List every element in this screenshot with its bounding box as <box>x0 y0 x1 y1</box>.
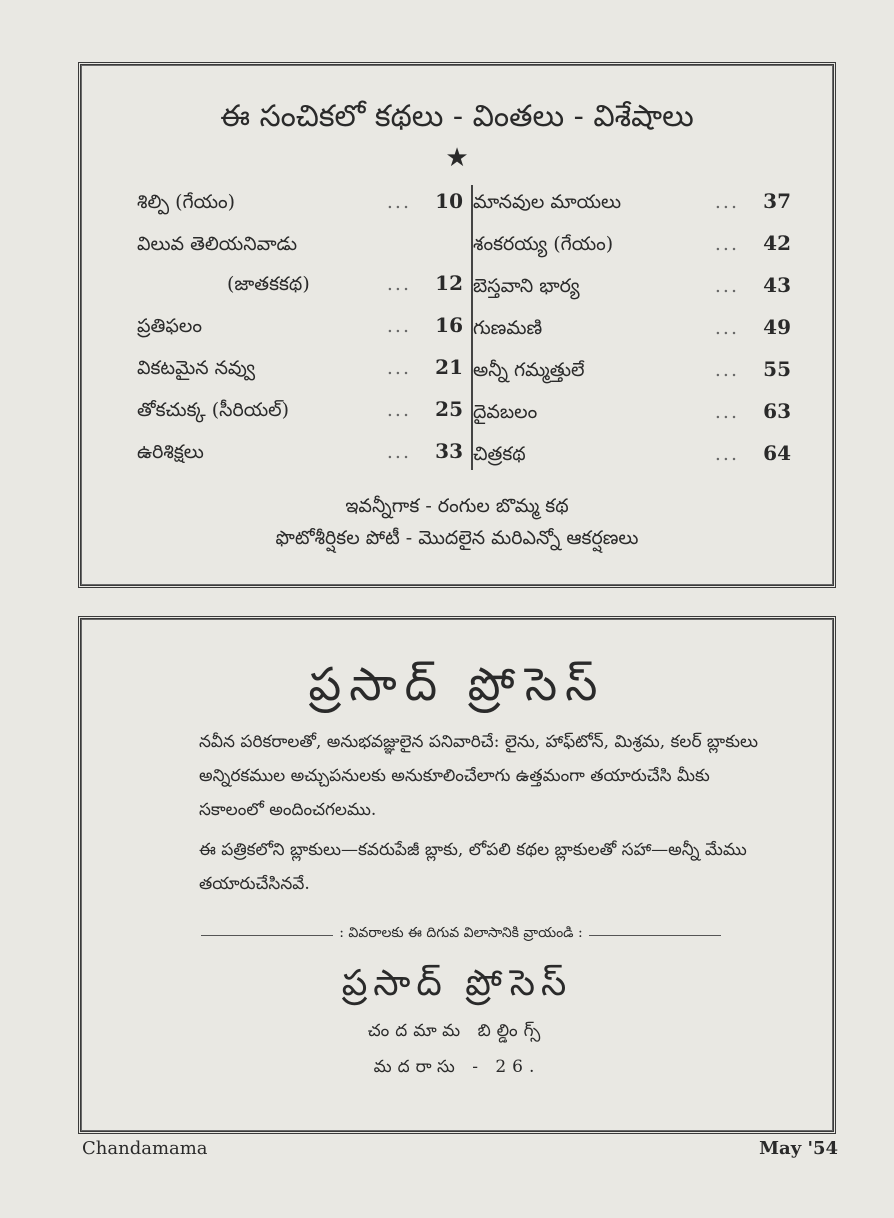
toc-item-title: ఉరిశిక్షలు <box>137 441 204 463</box>
toc-page-number: 64 <box>763 441 791 465</box>
toc-item-title: దైవబలం <box>473 401 538 423</box>
toc-row <box>137 349 463 391</box>
ad-brand-title: ప్రసాద్ ప్రోసెస్ <box>308 657 606 711</box>
toc-row <box>473 183 791 225</box>
toc-item-title: తోకచుక్క (సీరియల్) <box>137 399 290 421</box>
toc-page-number: 43 <box>763 273 791 297</box>
toc-row <box>473 435 791 477</box>
toc-item-title: విలువ తెలియనివాడు <box>137 233 298 255</box>
contents-box <box>78 62 836 588</box>
toc-page-number: 12 <box>435 271 463 295</box>
toc-row <box>137 391 463 433</box>
toc-page-number: 25 <box>435 397 463 421</box>
toc-row <box>473 309 791 351</box>
toc-page-number: 42 <box>763 231 791 255</box>
toc-row <box>473 351 791 393</box>
toc-leader: ... <box>714 401 739 423</box>
toc-item-title: గుణమణి <box>473 317 543 339</box>
contact-heading-row <box>201 925 721 945</box>
toc-row <box>473 225 791 267</box>
toc-leader: ... <box>714 317 739 339</box>
ad-paragraph-1: నవీన పరికరాలతో, అనుభవజ్ఞులైన పనివారిచే: లైను, హాఫ్‌టోన్, మిశ్రమ, కలర్ బ్లాకులు అన్నిరకముల అచ్చుపనులకు అనుకూలించేలాగు ఉత్తమంగా తయారుచేసి మీకు సకాలంలో అందించగలము. <box>199 732 758 820</box>
address-line-1: చందమామ బిల్డింగ్స్ <box>367 1021 547 1041</box>
toc-page-number: 16 <box>435 313 463 337</box>
toc-page-number: 49 <box>763 315 791 339</box>
toc-leader: ... <box>714 359 739 381</box>
toc-item-title: మానవుల మాయలు <box>473 191 622 213</box>
contact-heading: : వివరాలకు ఈ దిగువ విలాసానికి వ్రాయండి : <box>333 925 588 941</box>
toc-leader: ... <box>386 191 411 213</box>
toc-item-title: ప్రతిఫలం <box>137 315 202 337</box>
ad-paragraph-2: ఈ పత్రికలోని బ్లాకులు—కవరుపేజీ బ్లాకు, లోపలి కథల బ్లాకులతో సహా—అన్నీ మేము తయారుచేసినవే. <box>199 840 747 894</box>
contents-left-column <box>137 183 463 475</box>
toc-row <box>137 433 463 475</box>
toc-leader: ... <box>386 357 411 379</box>
contents-title: ఈ సంచికలో కథలు - వింతలు - విశేషాలు <box>220 99 694 134</box>
toc-page-number: 33 <box>435 439 463 463</box>
toc-item-title: బెస్తవాని భార్య <box>473 275 580 297</box>
toc-item-title: శంకరయ్య (గేయం) <box>473 233 614 255</box>
toc-leader: ... <box>714 443 739 465</box>
toc-leader: ... <box>386 399 411 421</box>
advertisement-box <box>78 616 836 1134</box>
toc-item-subtitle: (జాతకకథ) <box>227 273 310 295</box>
footer-magazine-name: Chandamama <box>82 1138 208 1159</box>
toc-page-number: 63 <box>763 399 791 423</box>
toc-row <box>473 267 791 309</box>
extra-features-line-2: ఫొటోశీర్షికల పోటీ - మొదలైన మరిఎన్నో ఆకర్షణలు <box>275 527 639 549</box>
toc-leader: ... <box>386 315 411 337</box>
toc-page-number: 37 <box>763 189 791 213</box>
address-line-2: మదరాసు - 26. <box>373 1057 541 1077</box>
contents-right-column <box>473 183 791 477</box>
toc-page-number: 21 <box>435 355 463 379</box>
toc-item-title: అన్నీ గమ్మత్తులే <box>473 359 585 381</box>
toc-leader: ... <box>714 233 739 255</box>
toc-leader: ... <box>714 191 739 213</box>
extra-features-line-1: ఇవన్నీగాక - రంగుల బొమ్మ కథ <box>345 495 569 517</box>
footer-issue-date: May '54 <box>759 1138 838 1159</box>
toc-leader: ... <box>386 273 411 295</box>
toc-row <box>137 225 463 307</box>
star-icon: ★ <box>445 143 469 173</box>
toc-page-number: 10 <box>435 189 463 213</box>
toc-leader: ... <box>714 275 739 297</box>
toc-item-title: శిల్పి (గేయం) <box>137 191 236 213</box>
toc-item-title: వికటమైన నవ్వు <box>137 357 256 379</box>
toc-leader: ... <box>386 441 411 463</box>
toc-row <box>473 393 791 435</box>
ad-brand-signature: ప్రసాద్ ప్రోసెస్ <box>341 963 573 1004</box>
toc-item-title: చిత్రకథ <box>473 443 526 465</box>
toc-row <box>137 183 463 225</box>
toc-page-number: 55 <box>763 357 791 381</box>
toc-row <box>137 307 463 349</box>
